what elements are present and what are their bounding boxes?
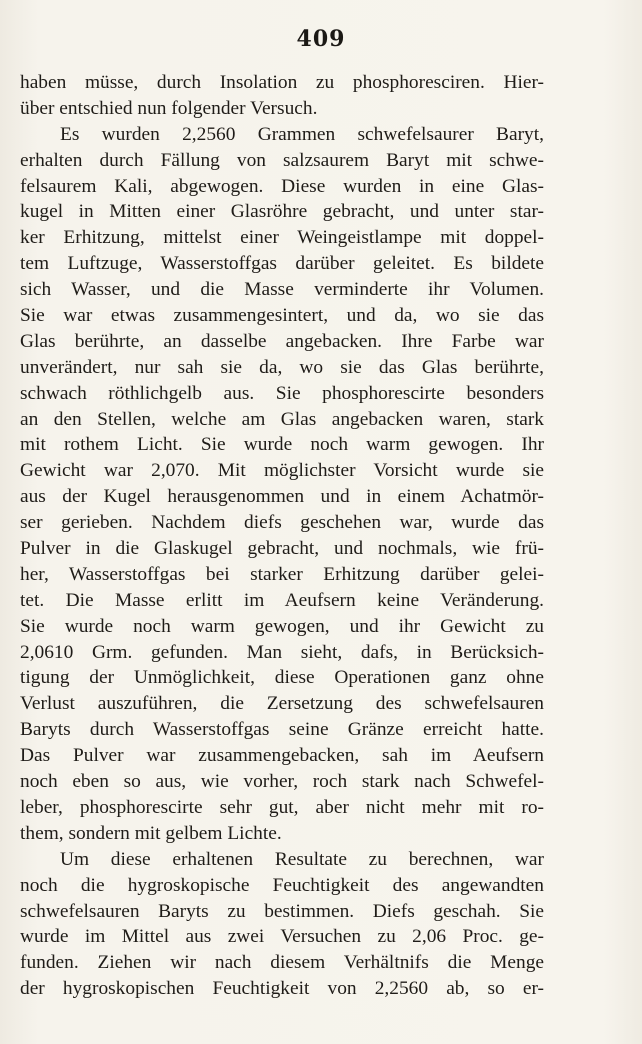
text-line: Pulver in die Glaskugel gebracht, und nochmals, wie frü-	[20, 538, 544, 560]
text-line: noch die hygroskopische Feuchtigkeit des angewandten	[20, 874, 544, 896]
text-line: felsaurem Kali, abgewogen. Diese wurden in eine Glas-	[20, 175, 544, 197]
text-line: Sie war etwas zusammengesintert, und da, wo sie das	[20, 305, 544, 327]
text-line: Sie wurde noch warm gewogen, und ihr Gewicht zu	[20, 615, 544, 637]
text-line: tem Luftzuge, Wasserstoffgas darüber geleitet. Es bildete	[20, 253, 544, 275]
text-line: 2,0610 Grm. gefunden. Man sieht, dafs, in Berücksich-	[20, 641, 544, 663]
text-line: them, sondern mit gelbem Lichte.	[20, 822, 282, 844]
text-line: sich Wasser, und die Masse verminderte ihr Volumen.	[20, 279, 544, 301]
text-line: Verlust auszuführen, die Zersetzung des schwefelsauren	[20, 693, 544, 715]
body-text	[20, 70, 544, 1002]
text-line: leber, phosphorescirte sehr gut, aber nicht mehr mit ro-	[20, 796, 544, 818]
text-line: ser gerieben. Nachdem diefs geschehen war, wurde das	[20, 512, 544, 534]
text-line: Gewicht war 2,070. Mit möglichster Vorsicht wurde sie	[20, 460, 544, 482]
text-line: wurde im Mittel aus zwei Versuchen zu 2,06 Proc. ge-	[20, 926, 544, 948]
text-line: schwefelsauren Baryts zu bestimmen. Diefs geschah. Sie	[20, 900, 544, 922]
text-line: Glas berührte, an dasselbe angebacken. Ihre Farbe war	[20, 330, 544, 352]
text-line: Das Pulver war zusammengebacken, sah im Aeufsern	[20, 745, 544, 767]
text-line: unverändert, nur sah sie da, wo sie das Glas berührte,	[20, 356, 544, 378]
text-line: an den Stellen, welche am Glas angebacken waren, stark	[20, 408, 544, 430]
text-line: der hygroskopischen Feuchtigkeit von 2,2560 ab, so er-	[20, 978, 544, 1000]
text-line: kugel in Mitten einer Glasröhre gebracht, und unter star-	[20, 201, 544, 223]
text-line: über entschied nun folgender Versuch.	[20, 97, 318, 119]
text-line: her, Wasserstoffgas bei starker Erhitzung darüber gelei-	[20, 563, 544, 585]
text-line: tigung der Unmöglichkeit, diese Operationen ganz ohne	[20, 667, 544, 689]
text-line: Baryts durch Wasserstoffgas seine Gränze erreicht hatte.	[20, 719, 544, 741]
text-line: tet. Die Masse erlitt im Aeufsern keine Veränderung.	[20, 589, 544, 611]
text-line: ker Erhitzung, mittelst einer Weingeistlampe mit doppel-	[20, 227, 544, 249]
text-line: Um diese erhaltenen Resultate zu berechnen, war	[60, 848, 544, 870]
text-line: schwach röthlichgelb aus. Sie phosphorescirte besonders	[20, 382, 544, 404]
text-line: haben müsse, durch Insolation zu phosphoresciren. Hier-	[20, 72, 544, 93]
text-line: mit rothem Licht. Sie wurde noch warm gewogen. Ihr	[20, 434, 544, 456]
text-line: erhalten durch Fällung von salzsaurem Baryt mit schwe-	[20, 149, 544, 171]
text-line: funden. Ziehen wir nach diesem Verhältnifs die Menge	[20, 952, 544, 974]
text-line: Es wurden 2,2560 Grammen schwefelsaurer Baryt,	[60, 123, 544, 145]
text-line: aus der Kugel herausgenommen und in einem Achatmör-	[20, 486, 544, 508]
page-number: 409	[296, 26, 346, 52]
text-line: noch eben so aus, wie vorher, roch stark nach Schwefel-	[20, 771, 544, 793]
